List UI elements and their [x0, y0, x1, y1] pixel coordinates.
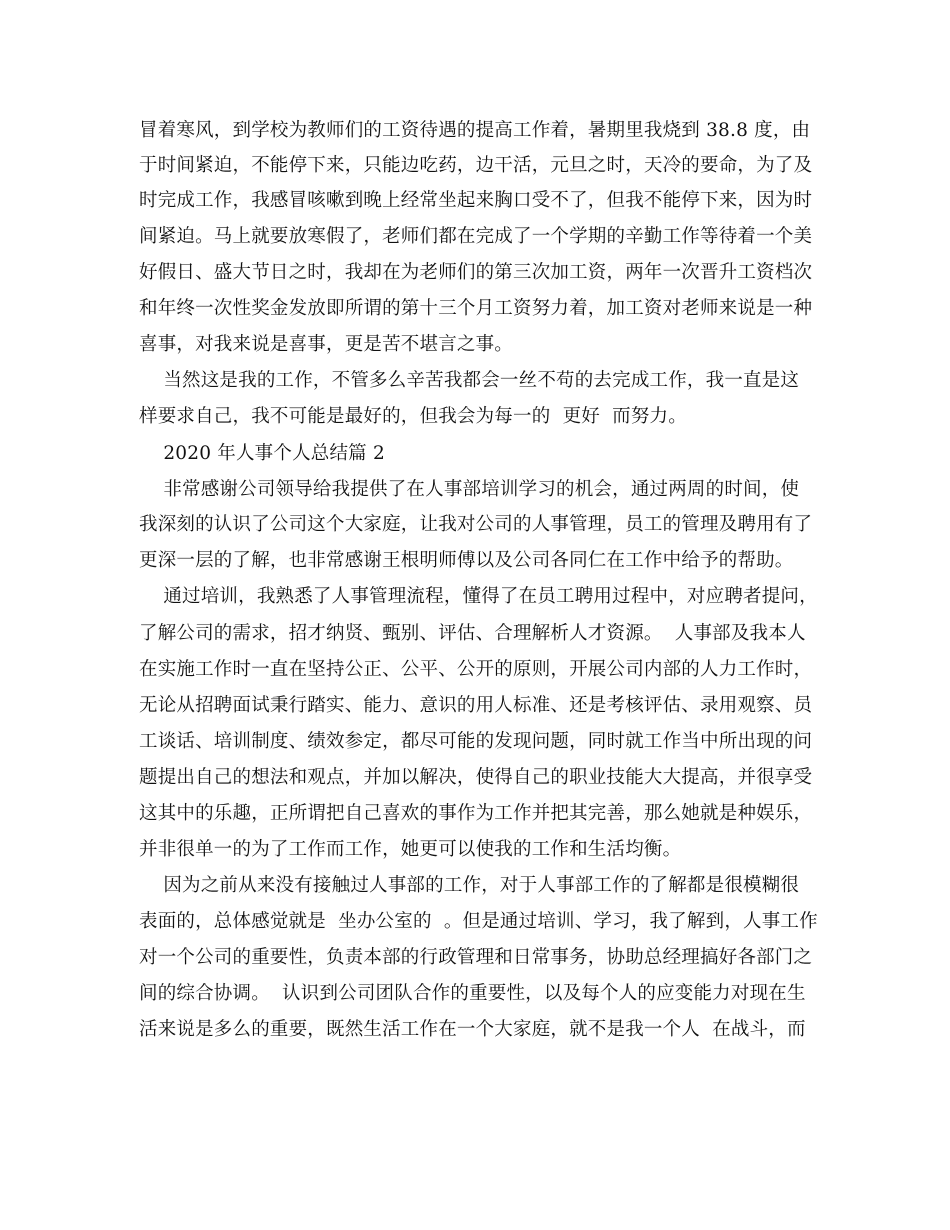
text-line: 样要求自己，我不可能是最好的，但我会为每一的 更好 而努力。: [139, 406, 687, 427]
section-heading: 2020 年人事个人总结篇 2: [139, 443, 385, 464]
text-line: 题提出自己的想法和观点，并加以解决，使得自己的职业技能大大提高，并很享受: [139, 767, 813, 788]
text-line: 当然这是我的工作，不管多么辛苦我都会一丝不苟的去完成工作，我一直是这: [139, 370, 800, 391]
text-line: 无论从招聘面试秉行踏实、能力、意识的用人标准、还是考核评估、录用观察、员: [139, 695, 813, 716]
text-line: 通过培训，我熟悉了人事管理流程，懂得了在员工聘用过程中，对应聘者提问，: [139, 586, 818, 607]
text-line: 在实施工作时一直在坚持公正、公平、公开的原则，开展公司内部的人力工作时，: [139, 659, 813, 680]
text-line: 活来说是多么的重要，既然生活工作在一个大家庭，就不是我一个人 在战斗，而: [139, 1019, 806, 1040]
text-line: 间的综合协调。 认识到公司团队合作的重要性，以及每个人的应变能力对现在生: [139, 983, 806, 1004]
text-line: 这其中的乐趣，正所谓把自己喜欢的事作为工作并把其完善，那么她就是种娱乐，: [139, 803, 813, 824]
text-line: 时完成工作，我感冒咳嗽到晚上经常坐起来胸口受不了，但我不能停下来，因为时: [139, 190, 813, 211]
text-line: 冒着寒风，到学校为教师们的工资待遇的提高工作着，暑期里我烧到 38.8 度，由: [139, 120, 811, 141]
text-line: 我深刻的认识了公司这个大家庭，让我对公司的人事管理，员工的管理及聘用有了: [139, 514, 813, 535]
text-line: 更深一层的了解，也非常感谢王根明师傅以及公司各同仁在工作中给予的帮助。: [139, 550, 794, 571]
text-line: 和年终一次性奖金发放即所谓的第十三个月工资努力着，加工资对老师来说是一种: [139, 298, 813, 319]
text-line: 喜事，对我来说是喜事，更是苦不堪言之事。: [139, 334, 514, 355]
text-line: 了解公司的需求，招才纳贤、甄别、评估、合理解析人才资源。 人事部及我本人: [139, 623, 806, 644]
text-line: 于时间紧迫，不能停下来，只能边吃药，边干活，元旦之时，天冷的要命，为了及: [139, 155, 813, 176]
text-line: 并非很单一的为了工作而工作，她更可以使我的工作和生活均衡。: [139, 839, 682, 860]
text-line: 好假日、盛大节日之时，我却在为老师们的第三次加工资，两年一次晋升工资档次: [139, 262, 813, 283]
text-line: 工谈话、培训制度、绩效参定，都尽可能的发现问题，同时就工作当中所出现的问: [139, 731, 813, 752]
text-line: 非常感谢公司领导给我提供了在人事部培训学习的机会，通过两周的时间，使: [139, 479, 800, 500]
text-line: 对一个公司的重要性，负责本部的行政管理和日常事务，协助总经理搞好各部门之: [139, 947, 813, 968]
text-line: 因为之前从来没有接触过人事部的工作，对于人事部工作的了解都是很模糊很: [139, 875, 800, 896]
text-line: 表面的，总体感觉就是 坐办公室的 。但是通过培训、学习，我了解到，人事工作: [139, 911, 818, 932]
text-line: 间紧迫。马上就要放寒假了，老师们都在完成了一个学期的辛勤工作等待着一个美: [139, 226, 813, 247]
